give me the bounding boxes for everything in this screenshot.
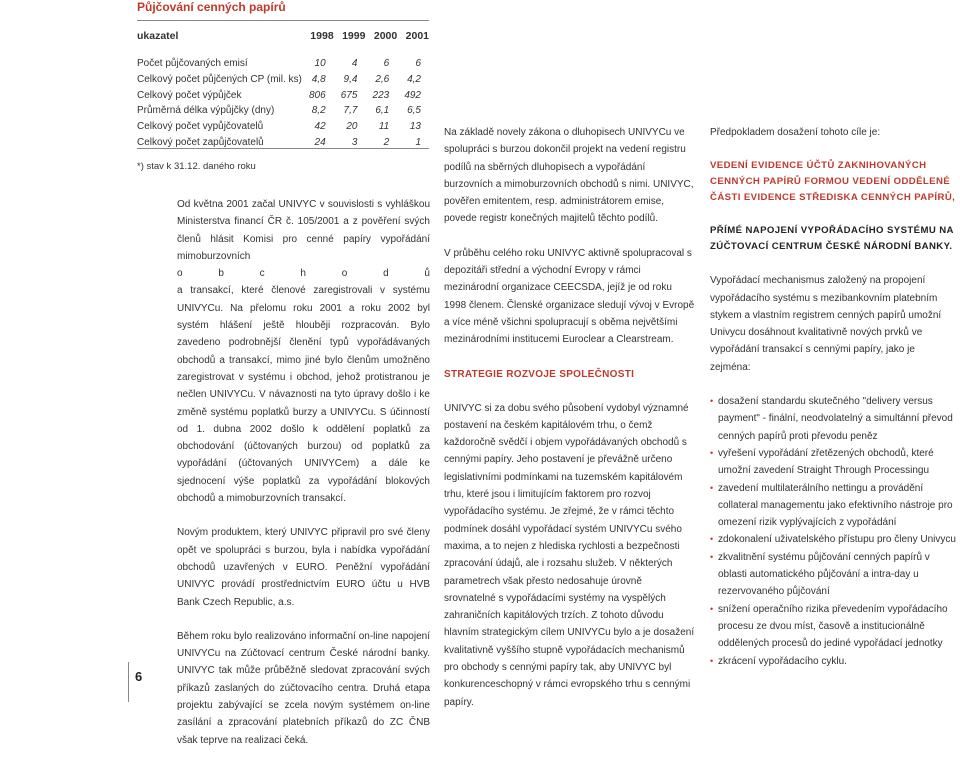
bullet-text: zavedení multilaterálního nettingu a provádění collateral managementu jako efektivního nástroje pro omezení rizik vyplývajících z vypořádání	[718, 482, 953, 529]
bullet-text: snížení operačního rizika převedením vypořádacího procesu ze dvou míst, časově a institucionálně oddělených procesů do jediné vypořádací jednotky	[718, 603, 948, 650]
table-row	[137, 103, 429, 119]
text-column-3	[710, 124, 958, 670]
row-label: Celkový počet výpůjček	[137, 89, 242, 101]
row-label: Celkový počet půjčených CP (mil. ks)	[137, 74, 302, 86]
row-value: 8,2	[311, 105, 326, 117]
row-value: 675	[340, 89, 358, 101]
table-title: ukazatel	[137, 30, 179, 42]
paragraph: Předpokladem dosažení tohoto cíle je:	[710, 127, 881, 138]
bullet-text: dosažení standardu skutečného "delivery versus payment" - finální, neodvolatelný a simultánní převod cenných papírů proti převodu peněz	[718, 396, 953, 442]
year-header: 2000	[373, 30, 398, 42]
bullet-dot-icon: •	[710, 396, 714, 407]
row-value: 4,2	[407, 74, 421, 86]
paragraph: UNIVYC si za dobu svého působení vydobyl významné postavení na českém kapitálovém trhu, o čemž každoročně svědčí i objem vypořádávaných obchodů s cennými papíry. Jeho postavení je převážně určeno legislativními podmínkami na tuzemském kapitálovém trhu, které jsou i limitujícím faktorem pro rozvoj vypořádacího systému. Je zřejmé, že v rámci těchto podmínek dosáhl vypořádací systém UNIVYCu svého maxima, a to nejen z hlediska rychlosti a bezpečnosti zpracování údajů, ale i rozsahu služeb. V některých parametrech však přesto nedosahuje úrovně srovnatelné s vypořádacími systémy na vyspělých zahraničních kapitálových trzích. Z tohoto důvodu hlavním strategickým cílem UNIVYCu bylo a je dosažení kvalitativně vyššího stupně vypořádacích mechanismů pro obchody s cennými papíry tak, aby UNIVYC byl konkurenceschopný v rámci evropského trhu s cennými papíry.	[444, 402, 695, 708]
table-row	[137, 119, 429, 135]
row-value: 7,7	[343, 105, 358, 117]
section-title: Půjčování cenných papírů	[137, 0, 286, 14]
bullet-dot-icon: •	[710, 603, 714, 614]
paragraph: Na základě novely zákona o dluhopisech UNIVYCu ve spolupráci s burzou dokončil projekt na vedení registru podílů na sběrných dluhopisech a vypořádání burzovních a mimoburzovních obchodů s nimi. UNIVYC, pověřen emitentem, resp. administrátorem emise, povede registr konečných majitelů těchto podílů.	[444, 127, 694, 225]
caps-statement: PŘÍMÉ NAPOJENÍ VYPOŘÁDACÍHO SYSTÉMU NA ZÚČTOVACÍ CENTRUM ČESKÉ NÁRODNÍ BANKY.	[710, 225, 954, 253]
spread-letter: h	[300, 268, 306, 280]
row-value: 20	[346, 121, 358, 133]
row-value: 6,5	[407, 105, 421, 117]
row-label: Počet půjčovaných emisí	[137, 58, 248, 70]
text-column-1	[177, 196, 430, 766]
row-value: 2,6	[375, 74, 390, 86]
paragraph: Vypořádací mechanismus založený na propojení vypořádacího systému s mezibankovním platebním stykem a vlastním registrem cenných papírů umožní Univycu dosáhnout kvalitativně nových prvků ve vypořádání transakcí s cennými papíry, jako je zejména:	[710, 275, 942, 373]
section-heading: STRATEGIE ROZVOJE SPOLEČNOSTI	[444, 368, 635, 380]
bullet-text: zdokonalení uživatelského přístupu pro členy Univycu	[718, 534, 956, 546]
table-row	[137, 72, 429, 88]
row-value: 13	[409, 121, 421, 133]
row-value: 24	[314, 136, 326, 148]
bullet-item	[710, 445, 958, 480]
bullet-dot-icon: •	[710, 534, 714, 545]
row-label: Celkový počet zapůjčovatelů	[137, 136, 264, 148]
row-value: 11	[378, 121, 390, 133]
page-number-rule	[128, 662, 129, 702]
bullet-text: zkvalitnění systému půjčování cenných papírů v oblasti automatického půjčování a intra-day u rezervovaného půjčování	[718, 551, 930, 598]
spread-letter: c	[259, 268, 265, 280]
bullet-text: zkrácení vypořádacího cyklu.	[718, 655, 847, 667]
row-label: Průměrná délka výpůjčky (dny)	[137, 105, 275, 117]
caps-statement: VEDENÍ EVIDENCE ÚČTŮ ZAKNIHOVANÝCH CENNÝCH PAPÍRŮ FORMOU VEDENÍ ODDĚLENÉ ČÁSTI EVIDENCE STŘEDISKA CENNÝCH PAPÍRŮ,	[710, 160, 956, 204]
indicator-table	[137, 30, 429, 150]
table-header-row	[137, 30, 429, 56]
table-footnote: *) stav k 31.12. daného roku	[137, 161, 256, 172]
bullet-item	[710, 531, 958, 548]
spread-letter: o	[177, 268, 183, 280]
row-value: 6,1	[375, 105, 390, 117]
row-label: Celkový počet vypůjčovatelů	[137, 121, 264, 133]
text-column-2	[444, 124, 695, 728]
bullet-dot-icon: •	[710, 482, 714, 493]
table-row	[137, 56, 429, 72]
spread-letter: d	[383, 268, 389, 280]
row-value: 492	[404, 89, 421, 101]
row-value: 1	[415, 136, 421, 148]
page-number: 6	[135, 669, 143, 684]
row-value: 42	[314, 121, 326, 133]
bullet-dot-icon: •	[710, 551, 714, 562]
year-header: 1998	[310, 30, 334, 42]
row-value: 10	[314, 58, 326, 70]
paragraph: Během roku bylo realizováno informační on-line napojení UNIVYCu na Zúčtovací centrum České národní banky. UNIVYC tak může průběžně sledovat zpracování svých příkazů zaslaných do zúčtovacího centra. Druhá etapa projektu zabývající se zcela novým systémem on-line zasílání a zpracování platebních příkazů do ZC ČNB však teprve na realizaci čeká.	[177, 630, 430, 746]
row-value: 806	[308, 89, 326, 101]
bullet-list	[710, 393, 958, 670]
table-bottom-rule	[137, 148, 429, 149]
bullet-item	[710, 601, 958, 653]
spread-letter: o	[341, 268, 348, 280]
paragraph: V průběhu celého roku UNIVYC aktivně spolupracoval s depozitáři střední a východní Evropy v rámci mezinárodní organizace CEECSDA, jejíž je od roku 1998 členem. Členské organizace sledují vývoj v Evropě a více méně všichni spolupracují s oběma největšími mezinárodními institucemi Euroclear a Clearstream.	[444, 247, 695, 346]
paragraph: a transakcí, které členové zaregistrovali v systému UNIVYCu. Na přelomu roku 2001 a roku 2002 byl systém hlášení ještě hlouběji rozpracován. Bylo zavedeno podrobnější členění typů vypořádávaných obchodů a transakcí, mimo jiné bylo členům umožněno zaregistrovat v systému i obchod, jehož protistranou je nečlen UNIVYCu. V návaznosti na tyto úpravy došlo i ke změně systému poplatků burzy a UNIVYCu. S účinností od 1. dubna 2002 došlo k oddělení poplatků za obchodování (účtovaných burzou) od poplatků za vypořádání (účtovaných UNIVYCem) a dále ke sjednocení výše poplatků za vypořádání blokových obchodů a mimoburzovních transakcí.	[177, 285, 430, 505]
row-value: 6	[415, 58, 421, 70]
paragraph: Od května 2001 začal UNIVYC v souvislosti s vyhláškou Ministerstva financí ČR č. 105/2001 a z pověření svých členů hlásit Komisi pro cenné papíry vypořádání mimoburzovních	[177, 199, 430, 262]
bullet-text: vyřešení vypořádání zřetězených obchodů, které umožní zavedení Straight Through Processingu	[718, 447, 934, 477]
row-value: 6	[383, 58, 390, 70]
row-value: 3	[351, 136, 358, 148]
row-value: 9,4	[343, 74, 358, 86]
spread-letter: ů	[424, 268, 430, 280]
spread-letters	[177, 265, 430, 282]
bullet-item	[710, 549, 958, 601]
bullet-item	[710, 653, 958, 670]
row-value: 223	[372, 89, 390, 101]
row-value: 2	[383, 136, 390, 148]
bullet-dot-icon: •	[710, 447, 714, 458]
table-row	[137, 87, 429, 103]
row-value: 4,8	[311, 74, 326, 86]
bullet-item	[710, 393, 958, 445]
spread-letter: b	[218, 268, 224, 280]
year-header: 1999	[342, 30, 366, 42]
paragraph: Novým produktem, který UNIVYC připravil pro své členy opět ve spolupráci s burzou, byla i nabídka vypořádání obchodů uzavřených v EURO. Peněžní vypořádání UNIVYC provádí prostřednictvím EURO účtu u HVB Bank Czech Republic, a.s.	[177, 527, 430, 608]
year-header: 2001	[405, 30, 429, 42]
bullet-item	[710, 480, 958, 532]
table-top-rule	[137, 20, 429, 21]
bullet-dot-icon: •	[710, 655, 714, 666]
row-value: 4	[351, 58, 358, 70]
